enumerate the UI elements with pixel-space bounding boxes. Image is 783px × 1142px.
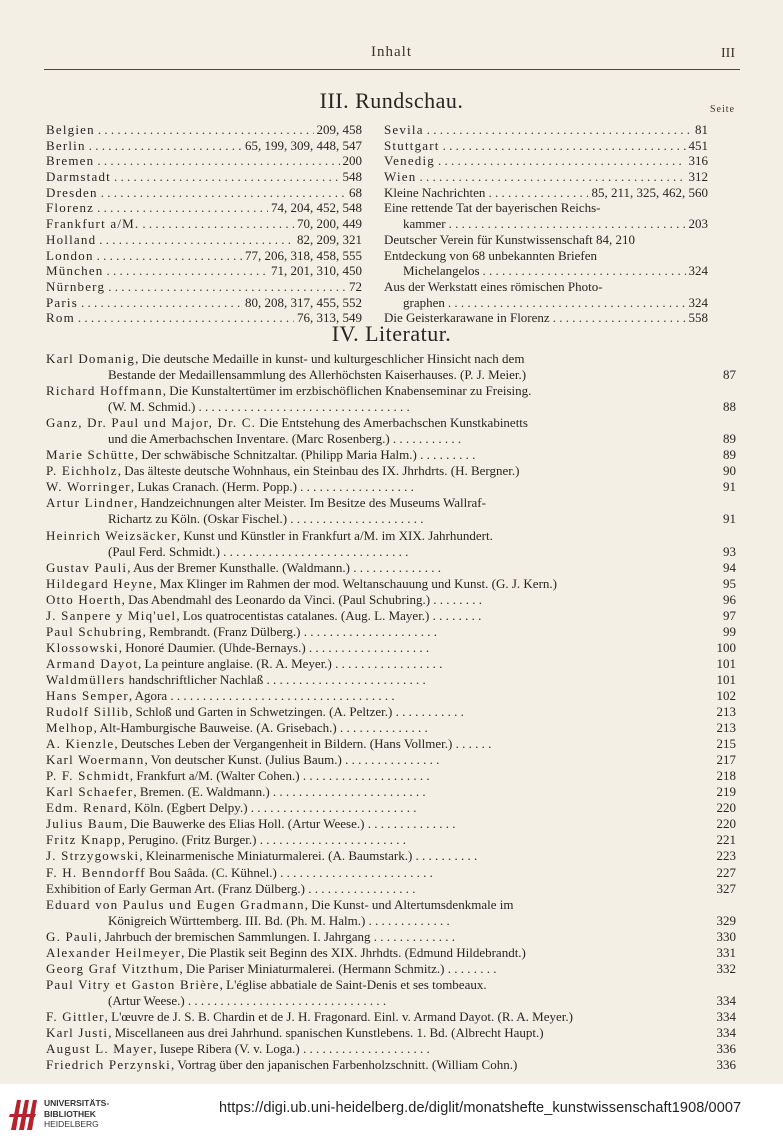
- literature-line: [46, 816, 736, 832]
- topic-entry: Entdeckung von 68 unbekannten Briefen: [384, 247, 597, 263]
- entry-text: , La peinture anglaise. (R. A. Meyer.) . . . . . . . . . . . . . . . . .: [138, 655, 443, 671]
- seite-label: Seite: [710, 104, 735, 115]
- literature-line: [46, 639, 736, 656]
- city-entry: [46, 216, 362, 232]
- entry-text: , Die Kunst- und Altertumsdenkmale im: [304, 896, 514, 912]
- author-name: Waldmüllers: [46, 671, 126, 687]
- literature-line: [46, 623, 736, 640]
- literature-line: [46, 655, 736, 672]
- page-number: 329: [716, 912, 736, 928]
- literature-line: [46, 704, 736, 720]
- entry-text: und die Amerbachschen Inventare. (Marc Rosenberg.) . . . . . . . . . . .: [108, 431, 462, 447]
- city-name: London: [46, 247, 94, 263]
- entry-text: , Max Klinger im Rahmen der mod. Weltanschauung und Kunst. (G. J. Kern.): [153, 575, 557, 591]
- author-name: Julius Baum: [46, 816, 124, 832]
- page-number: 223: [716, 848, 736, 864]
- author-name: Paul Vitry et Gaston Brière: [46, 976, 220, 992]
- rundschau-right-column: [384, 122, 708, 326]
- entry-text: , Rembrandt. (Franz Dülberg.) . . . . . . . . . . . . . . . . . . . . .: [142, 623, 437, 639]
- literature-line: [46, 511, 736, 527]
- page-number: 88: [723, 399, 736, 415]
- page-refs: 200: [342, 153, 362, 169]
- topic-entry: [384, 153, 708, 169]
- literature-line: [46, 415, 710, 431]
- topic-entry: [384, 138, 708, 154]
- literature-line: [46, 1008, 736, 1025]
- page-refs: 65, 199, 309, 448, 547: [245, 137, 362, 153]
- entry-text: , Von deutscher Kunst. (Julius Baum.) . . . . . . . . . . . . . . .: [144, 752, 440, 768]
- literature-line: [46, 1057, 736, 1073]
- source-url-link[interactable]: https://digi.ub.uni-heidelberg.de/diglit/monatshefte_kunstwissenschaft1908/0007: [219, 1100, 742, 1116]
- literature-line: [46, 528, 710, 544]
- author-name: Melhop: [46, 720, 94, 736]
- literature-line: [46, 912, 736, 929]
- university-library-logo-icon: [8, 1094, 38, 1134]
- author-name: A. Kienzle: [46, 736, 115, 752]
- entry-text: , Honoré Daumier. (Uhde-Bernays.) . . . . . . . . . . . . . . . . . . .: [118, 639, 430, 655]
- page-number: 220: [716, 816, 736, 832]
- city-name: Paris: [46, 294, 78, 310]
- section-3-title: III. Rundschau.: [319, 88, 464, 113]
- author-name: Karl Woermann: [46, 752, 145, 768]
- page-number: 102: [716, 687, 736, 703]
- author-name: Armand Dayot: [46, 655, 139, 671]
- entry-text: Die Entstehung des Amerbachschen Kunstkabinetts: [256, 415, 528, 431]
- topic-entry: Eine rettende Tat der bayerischen Reichs-: [384, 200, 601, 216]
- page-number: 89: [723, 431, 736, 447]
- rundschau-left-column: [46, 122, 362, 326]
- page-number: 91: [723, 479, 736, 495]
- literature-line: [46, 832, 736, 848]
- city-entry: [46, 138, 362, 154]
- author-name: F. H. Benndorff: [46, 864, 146, 880]
- literature-line: [46, 543, 736, 560]
- entry-text: handschriftlicher Nachlaß . . . . . . . . . . . . . . . . . . . . . . . . .: [125, 671, 426, 687]
- entry-text: , Los quatrocentistas catalanes. (Aug. L. Mayer.) . . . . . . . .: [176, 607, 482, 623]
- topic-name: graphen: [403, 294, 445, 310]
- topic-name: kammer: [403, 216, 446, 232]
- footer-bar: [0, 1084, 783, 1142]
- author-name: W. Worringer: [46, 479, 131, 495]
- topic-entry: [384, 122, 708, 138]
- entry-text: (Paul Ferd. Schmidt.) . . . . . . . . . . . . . . . . . . . . . . . . . . . . .: [108, 543, 409, 559]
- literature-line: [46, 383, 710, 399]
- literature-line: [46, 960, 736, 977]
- author-name: Klossowski: [46, 639, 119, 655]
- dot-leader: [488, 185, 588, 201]
- entry-text: Bou Saâda. (C. Kühnel.) . . . . . . . . . . . . . . . . . . . . . . . .: [145, 864, 433, 880]
- city-name: Rom: [46, 310, 75, 326]
- dot-leader: [101, 185, 346, 201]
- literature-line: [46, 607, 736, 624]
- entry-text: , Köln. (Egbert Delpy.) . . . . . . . . . . . . . . . . . . . . . . . . . .: [127, 800, 417, 816]
- page-refs: 70, 200, 449: [297, 216, 362, 232]
- literature-list: [46, 351, 736, 1073]
- entry-text: , Miscellaneen aus drei Jahrhund. spanischen Kunstlebens. 1. Bd. (Albrecht Haupt.): [108, 1024, 544, 1040]
- entry-text: , Handzeichnungen alter Meister. Im Besitze des Museums Wallraf-: [134, 495, 486, 511]
- entry-text: Bestande der Medaillensammlung des Allerhöchsten Kaiserhauses. (P. J. Meier.): [108, 367, 527, 383]
- entry-text: , Kunst und Künstler in Frankfurt a/M. im XIX. Jahrhundert.: [176, 527, 493, 543]
- city-entry: [46, 169, 362, 185]
- dot-leader: [438, 153, 686, 169]
- dot-leader: [81, 295, 242, 311]
- topic-entry: [384, 216, 708, 232]
- page-number: 227: [716, 864, 736, 880]
- page-number: 91: [723, 511, 736, 527]
- author-name: Heinrich Weizsäcker: [46, 527, 177, 543]
- literature-line: [46, 479, 736, 495]
- city-name: München: [46, 263, 104, 279]
- entry-text: , L'œuvre de J. S. B. Chardin et de J. H. Fragonard. Einl. v. Armand Dayot. (R. A. Meyer.): [104, 1008, 573, 1024]
- entry-text: , Jahrbuch der bremischen Sammlungen. I. Jahrgang . . . . . . . . . . . . .: [98, 928, 456, 944]
- page-number: 90: [723, 463, 736, 479]
- page-number: 101: [716, 671, 736, 687]
- entry-text: , Perugino. (Fritz Burger.) . . . . . . . . . . . . . . . . . . . . . . .: [121, 832, 406, 848]
- running-title: Inhalt: [371, 44, 412, 60]
- entry-text: , Iusepe Ribera (V. v. Loga.) . . . . . . . . . . . . . . . . . . . .: [153, 1041, 430, 1057]
- dot-leader: [419, 169, 685, 185]
- literature-line: [46, 431, 736, 447]
- page-number: 215: [716, 736, 736, 752]
- literature-line: [46, 992, 736, 1009]
- dot-leader: [98, 122, 314, 138]
- city-entry: [46, 200, 362, 216]
- entry-text: , Die deutsche Medaille in kunst- und kulturgeschlicher Hinsicht nach dem: [135, 351, 525, 366]
- dot-leader: [99, 232, 294, 248]
- library-name: UNIVERSITÄTS- BIBLIOTHEK HEIDELBERG: [44, 1098, 110, 1129]
- literature-line: [46, 447, 736, 463]
- page-refs: 72: [349, 278, 362, 294]
- page-number: 94: [723, 559, 736, 575]
- literature-line: [46, 848, 736, 864]
- dot-leader: [449, 216, 686, 232]
- page-number: 331: [716, 944, 736, 960]
- entry-text: , Kleinarmenische Miniaturmalerei. (A. Baumstark.) . . . . . . . . . .: [139, 848, 478, 864]
- author-name: Karl Justi: [46, 1024, 109, 1040]
- literature-line: [46, 800, 736, 816]
- literature-line: [46, 575, 736, 592]
- author-name: Karl Domanig: [46, 351, 136, 366]
- page-number: 334: [716, 992, 736, 1008]
- page-number: III: [721, 46, 735, 61]
- entry-text: (Artur Weese.) . . . . . . . . . . . . . . . . . . . . . . . . . . . . . . .: [108, 992, 387, 1008]
- page-refs: 558: [688, 310, 708, 326]
- author-name: Richard Hoffmann: [46, 383, 163, 399]
- entry-text: , Frankfurt a/M. (Walter Cohen.) . . . . . . . . . . . . . . . . . . . .: [129, 768, 430, 784]
- page-refs: 451: [688, 137, 708, 153]
- entry-text: , Schloß und Garten in Schwetzingen. (A. Peltzer.) . . . . . . . . . . .: [129, 704, 464, 720]
- author-name: G. Pauli: [46, 928, 99, 944]
- city-entry: [46, 122, 362, 138]
- literature-line: [46, 928, 736, 945]
- dot-leader: [107, 263, 269, 279]
- city-name: Frankfurt a/M.: [46, 216, 140, 232]
- entry-text: Exhibition of Early German Art. (Franz Dülberg.) . . . . . . . . . . . . . . . . .: [46, 880, 416, 896]
- author-name: Artur Lindner: [46, 495, 135, 511]
- entry-text: , Die Bauwerke des Elias Holl. (Artur Weese.) . . . . . . . . . . . . . .: [123, 816, 456, 832]
- page-number: 330: [716, 928, 736, 944]
- page-number: 95: [723, 575, 736, 591]
- dot-leader: [483, 263, 686, 279]
- dot-leader: [89, 138, 242, 154]
- city-name: Belgien: [46, 122, 95, 137]
- city-entry: [46, 263, 362, 279]
- topic-entry: [384, 169, 708, 185]
- author-name: Hildegard Heyne: [46, 575, 154, 591]
- page-number: 332: [716, 960, 736, 976]
- author-name: Hans Semper: [46, 687, 129, 703]
- page-refs: 209, 458: [316, 122, 362, 137]
- author-name: Friedrich Perzynski: [46, 1057, 171, 1073]
- literature-line: [46, 671, 736, 688]
- author-name: Otto Hoerth: [46, 591, 122, 607]
- entry-text: , Die Plastik seit Beginn des XIX. Jhrhdts. (Edmund Hildebrandt.): [181, 944, 526, 960]
- page-refs: 68: [349, 184, 362, 200]
- literature-line: [46, 752, 736, 768]
- author-name: Georg Graf Vitzthum: [46, 960, 180, 976]
- entry-text: , Aus der Bremer Kunsthalle. (Waldmann.) . . . . . . . . . . . . . .: [127, 559, 441, 575]
- entry-text: (W. M. Schmid.) . . . . . . . . . . . . . . . . . . . . . . . . . . . . . . . . .: [108, 399, 410, 415]
- author-name: J. Sanpere y Miq'uel: [46, 607, 177, 623]
- page-number: 336: [716, 1057, 736, 1073]
- author-name: August L. Mayer: [46, 1041, 154, 1057]
- author-name: Ganz, Dr. Paul und Major, Dr. C.: [46, 415, 257, 431]
- city-name: Darmstadt: [46, 169, 111, 185]
- entry-text: , Bremen. (E. Waldmann.) . . . . . . . . . . . . . . . . . . . . . . . .: [133, 784, 426, 800]
- literature-line: [46, 897, 710, 913]
- author-name: P. Eichholz: [46, 463, 118, 479]
- topic-name: Venedig: [384, 153, 435, 169]
- literature-line: [46, 495, 710, 511]
- page-number: 100: [716, 639, 736, 655]
- literature-line: [46, 351, 710, 367]
- page-number: 213: [716, 720, 736, 736]
- dot-leader: [97, 153, 339, 169]
- literature-line: [46, 1024, 736, 1041]
- page-number: 87: [723, 367, 736, 383]
- author-name: P. F. Schmidt: [46, 768, 130, 784]
- city-name: Berlin: [46, 137, 86, 153]
- page-refs: 81: [695, 122, 708, 137]
- dot-leader: [97, 248, 242, 264]
- page-refs: 548: [342, 169, 362, 185]
- dot-leader: [427, 122, 692, 138]
- page-refs: 74, 204, 452, 548: [271, 200, 362, 216]
- literature-line: [46, 1041, 736, 1057]
- entry-text: Richartz zu Köln. (Oskar Fischel.) . . . . . . . . . . . . . . . . . . . . .: [108, 511, 424, 527]
- topic-name: Stuttgart: [384, 137, 440, 153]
- page-number: 96: [723, 591, 736, 607]
- entry-text: , Der schwäbische Schnitzaltar. (Philipp Maria Halm.) . . . . . . . . .: [134, 447, 476, 463]
- author-name: Marie Schütte: [46, 447, 135, 463]
- dot-leader: [97, 200, 268, 216]
- page-refs: 76, 313, 549: [297, 310, 362, 326]
- author-name: Edm. Renard: [46, 800, 128, 816]
- author-name: Gustav Pauli: [46, 559, 128, 575]
- topic-name: Wien: [384, 169, 417, 185]
- dot-leader: [443, 138, 686, 154]
- author-name: Eduard von Paulus und Eugen Gradmann: [46, 896, 305, 912]
- page-number: 334: [716, 1008, 736, 1024]
- topic-entry: [384, 185, 708, 201]
- page-refs: 85, 211, 325, 462, 560: [591, 184, 708, 200]
- entry-text: , Vortrag über den japanischen Farbenholzschnitt. (William Cohn.): [170, 1057, 518, 1073]
- page-number: 220: [716, 800, 736, 816]
- page-number: 217: [716, 752, 736, 768]
- literature-line: [46, 367, 736, 383]
- author-name: Rudolf Sillib: [46, 704, 130, 720]
- page-refs: 71, 201, 310, 450: [271, 263, 362, 279]
- city-name: Florenz: [46, 200, 95, 216]
- page-refs: 312: [688, 169, 708, 185]
- page-number: 336: [716, 1041, 736, 1057]
- page-refs: 203: [688, 216, 708, 232]
- city-name: Nürnberg: [46, 278, 106, 294]
- literature-line: [46, 864, 736, 881]
- page-number: 219: [716, 784, 736, 800]
- city-entry: [46, 279, 362, 295]
- section-4-title: IV. Literatur.: [331, 321, 452, 346]
- literature-line: [46, 768, 736, 784]
- author-name: Alexander Heilmeyer: [46, 944, 182, 960]
- page-refs: 316: [688, 153, 708, 169]
- topic-entry: Aus der Werkstatt eines römischen Photo-: [384, 278, 603, 294]
- literature-line: [46, 559, 736, 576]
- entry-text: , Das Abendmahl des Leonardo da Vinci. (Paul Schubring.) . . . . . . . .: [121, 591, 483, 607]
- city-entry: [46, 248, 362, 264]
- literature-line: [46, 687, 736, 704]
- city-entry: [46, 295, 362, 311]
- entry-text: , Das älteste deutsche Wohnhaus, ein Steinbau des IX. Jhrhdrts. (H. Bergner.): [117, 463, 520, 479]
- entry-text: , Lukas Cranach. (Herm. Popp.) . . . . . . . . . . . . . . . . . .: [130, 479, 414, 495]
- topic-entry: [384, 263, 708, 279]
- city-name: Holland: [46, 231, 97, 247]
- entry-text: , Die Kunstaltertümer im erzbischöflichen Knabenseminar zu Freising.: [162, 383, 532, 399]
- page-number: 213: [716, 704, 736, 720]
- topic-entry: [384, 295, 708, 311]
- page-number: 93: [723, 543, 736, 559]
- page-number: 327: [716, 880, 736, 896]
- page-refs: 82, 209, 321: [297, 231, 362, 247]
- entry-text: , Agora . . . . . . . . . . . . . . . . . . . . . . . . . . . . . . . . . . .: [128, 687, 395, 703]
- dot-leader: [114, 169, 340, 185]
- entry-text: , Die Pariser Miniaturmalerei. (Hermann Schmitz.) . . . . . . . .: [179, 960, 497, 976]
- page-refs: 324: [688, 263, 708, 279]
- city-name: Bremen: [46, 153, 95, 169]
- author-name: F. Gittler: [46, 1008, 105, 1024]
- city-entry: [46, 153, 362, 169]
- city-name: Dresden: [46, 184, 98, 200]
- entry-text: Königreich Württemberg. III. Bd. (Ph. M. Halm.) . . . . . . . . . . . . .: [108, 912, 450, 928]
- page-number: 218: [716, 768, 736, 784]
- entry-text: , Deutsches Leben der Vergangenheit in Bildern. (Hans Vollmer.) . . . . . .: [114, 736, 492, 752]
- literature-line: [46, 399, 736, 415]
- page-refs: 80, 208, 317, 455, 552: [245, 294, 362, 310]
- literature-line: [46, 944, 736, 961]
- city-entry: [46, 185, 362, 201]
- city-entry: [46, 232, 362, 248]
- literature-line: [46, 720, 736, 736]
- topic-name: Michelangelos: [403, 263, 480, 279]
- entry-text: , Alt-Hamburgische Bauweise. (A. Grisebach.) . . . . . . . . . . . . . .: [93, 720, 428, 736]
- literature-line: [46, 977, 710, 993]
- page-number: 99: [723, 623, 736, 639]
- literature-line: [46, 463, 736, 479]
- dot-leader: [142, 216, 294, 232]
- dot-leader: [448, 295, 686, 311]
- page-refs: 324: [688, 294, 708, 310]
- literature-line: [46, 880, 736, 897]
- author-name: Paul Schubring: [46, 623, 143, 639]
- author-name: Karl Schaefer: [46, 784, 134, 800]
- author-name: J. Strzygowski: [46, 848, 140, 864]
- header-rule: [44, 69, 740, 70]
- page-number: 97: [723, 607, 736, 623]
- topic-entry: Deutscher Verein für Kunstwissenschaft 84, 210: [384, 231, 636, 247]
- literature-line: [46, 736, 736, 752]
- page-number: 89: [723, 447, 736, 463]
- page-number: 334: [716, 1024, 736, 1040]
- page-number: 221: [716, 832, 736, 848]
- author-name: Fritz Knapp: [46, 832, 122, 848]
- topic-name: Kleine Nachrichten: [384, 184, 486, 200]
- literature-line: [46, 784, 736, 800]
- page-number: 101: [716, 655, 736, 671]
- topic-name: Die Geisterkarawane in Florenz: [384, 310, 550, 326]
- literature-line: [46, 591, 736, 608]
- entry-text: , L'église abbatiale de Saint-Denis et ses tombeaux.: [219, 976, 487, 992]
- topic-name: Sevila: [384, 122, 424, 137]
- page-refs: 77, 206, 318, 458, 555: [245, 247, 362, 263]
- dot-leader: [108, 279, 346, 295]
